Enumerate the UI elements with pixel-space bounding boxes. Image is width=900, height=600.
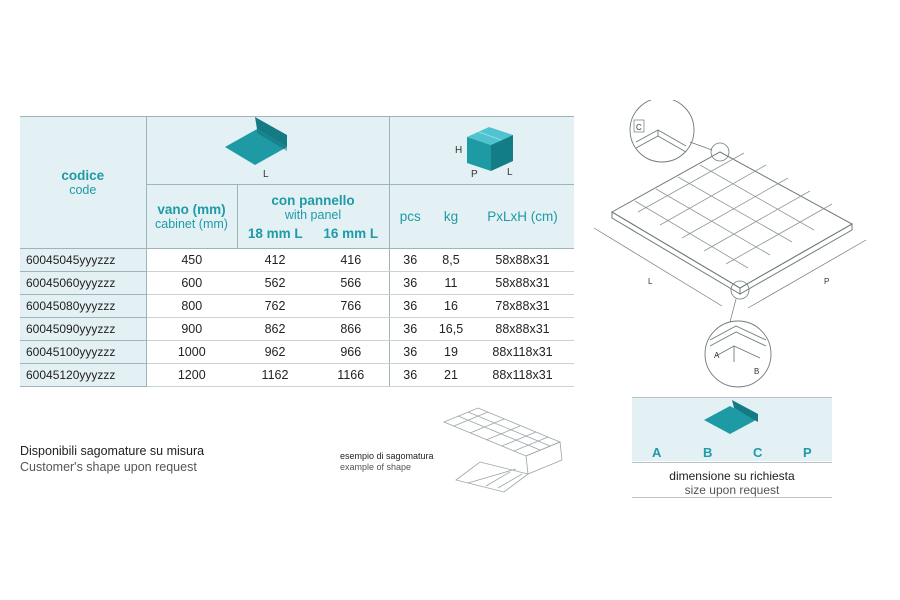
cell-size: 88x118x31 xyxy=(471,364,574,387)
cell-size: 88x118x31 xyxy=(471,341,574,364)
table-row xyxy=(20,364,574,387)
table-body xyxy=(20,249,574,387)
code-header xyxy=(20,117,146,249)
shelf-icon xyxy=(213,117,323,179)
code-header-en: code xyxy=(69,183,97,197)
cell-cabinet: 600 xyxy=(146,272,237,295)
cell-cabinet: 450 xyxy=(146,249,237,272)
table-row xyxy=(20,295,574,318)
pcs-header: pcs xyxy=(389,185,431,249)
panel-header xyxy=(237,185,389,249)
table-row xyxy=(20,318,574,341)
cell-code: 60045090yyyzzz xyxy=(20,318,146,341)
cell-mm16: 866 xyxy=(313,318,389,341)
cell-code: 60045080yyyzzz xyxy=(20,295,146,318)
table-row xyxy=(20,272,574,295)
cell-code: 60045100yyyzzz xyxy=(20,341,146,364)
code-header-it: codice xyxy=(61,168,105,183)
cell-code: 60045120yyyzzz xyxy=(20,364,146,387)
cabinet-header xyxy=(146,185,237,249)
cabinet-header-it: vano (mm) xyxy=(157,202,226,217)
cell-cabinet: 1200 xyxy=(146,364,237,387)
dim-label-l: L xyxy=(648,277,653,286)
box-icon-cell xyxy=(389,117,574,185)
cell-pcs: 36 xyxy=(389,249,431,272)
cell-cabinet: 1000 xyxy=(146,341,237,364)
panel-header-it: con pannello xyxy=(271,192,355,208)
dimension-box-mid-rule xyxy=(632,462,832,463)
custom-shape-note-it: Disponibili sagomature su misura xyxy=(20,444,205,458)
cell-cabinet: 800 xyxy=(146,295,237,318)
cell-kg: 8,5 xyxy=(431,249,471,272)
cell-cabinet: 900 xyxy=(146,318,237,341)
cell-pcs: 36 xyxy=(389,364,431,387)
cell-mm16: 416 xyxy=(313,249,389,272)
cell-pcs: 36 xyxy=(389,272,431,295)
cell-mm16: 566 xyxy=(313,272,389,295)
detail-label-b: B xyxy=(754,367,760,376)
example-shape-diagram xyxy=(440,404,570,496)
cabinet-header-en: cabinet (mm) xyxy=(155,217,228,231)
cell-kg: 21 xyxy=(431,364,471,387)
cell-code: 60045060yyyzzz xyxy=(20,272,146,295)
size-header: PxLxH (cm) xyxy=(471,185,574,249)
dimension-title-en: size upon request xyxy=(684,483,780,497)
example-shape-label-en: example of shape xyxy=(340,462,412,472)
cell-mm18: 962 xyxy=(237,341,313,364)
cell-mm18: 762 xyxy=(237,295,313,318)
dimension-letter-a: A xyxy=(652,445,662,460)
col-16mm-header: 16 mm L xyxy=(323,225,379,241)
dimension-title-it: dimensione su richiesta xyxy=(669,469,795,483)
detail-label-a: A xyxy=(714,351,720,360)
cell-mm18: 862 xyxy=(237,318,313,341)
product-table xyxy=(20,116,574,387)
shelf-icon-label: L xyxy=(262,169,269,179)
custom-shape-note-en: Customer's shape upon request xyxy=(20,460,197,474)
cell-kg: 16 xyxy=(431,295,471,318)
dimension-letter-b: B xyxy=(703,445,713,460)
cell-mm18: 412 xyxy=(237,249,313,272)
cell-pcs: 36 xyxy=(389,318,431,341)
cell-size: 78x88x31 xyxy=(471,295,574,318)
cell-code: 60045045yyyzzz xyxy=(20,249,146,272)
panel-header-en: with panel xyxy=(284,207,342,222)
dimension-letter-p: P xyxy=(803,445,812,460)
table-row xyxy=(20,249,574,272)
cell-mm16: 966 xyxy=(313,341,389,364)
cell-pcs: 36 xyxy=(389,295,431,318)
box-icon xyxy=(427,117,537,179)
cell-kg: 11 xyxy=(431,272,471,295)
kg-header: kg xyxy=(431,185,471,249)
table-row xyxy=(20,341,574,364)
box-icon-label-h: H xyxy=(454,145,462,156)
cell-size: 58x88x31 xyxy=(471,249,574,272)
tray-diagram xyxy=(590,100,880,390)
col-18mm-header: 18 mm L xyxy=(247,225,303,241)
cell-pcs: 36 xyxy=(389,341,431,364)
shelf-icon-cell xyxy=(146,117,389,185)
cell-kg: 19 xyxy=(431,341,471,364)
example-shape-label-it: esempio di sagomatura xyxy=(340,451,434,461)
cell-mm16: 1166 xyxy=(313,364,389,387)
dimension-box-bottom-rule xyxy=(632,497,832,498)
box-icon-label-l: L xyxy=(506,167,513,178)
dimension-shelf-icon xyxy=(700,400,766,440)
cell-mm16: 766 xyxy=(313,295,389,318)
cell-size: 58x88x31 xyxy=(471,272,574,295)
box-icon-label-p: P xyxy=(470,169,478,179)
dim-label-p: P xyxy=(824,277,830,286)
dimension-letter-c: C xyxy=(753,445,763,460)
cell-size: 88x88x31 xyxy=(471,318,574,341)
cell-mm18: 1162 xyxy=(237,364,313,387)
cell-kg: 16,5 xyxy=(431,318,471,341)
cell-mm18: 562 xyxy=(237,272,313,295)
dimension-box-top-rule xyxy=(632,397,832,398)
detail-label-c: C xyxy=(636,123,642,132)
